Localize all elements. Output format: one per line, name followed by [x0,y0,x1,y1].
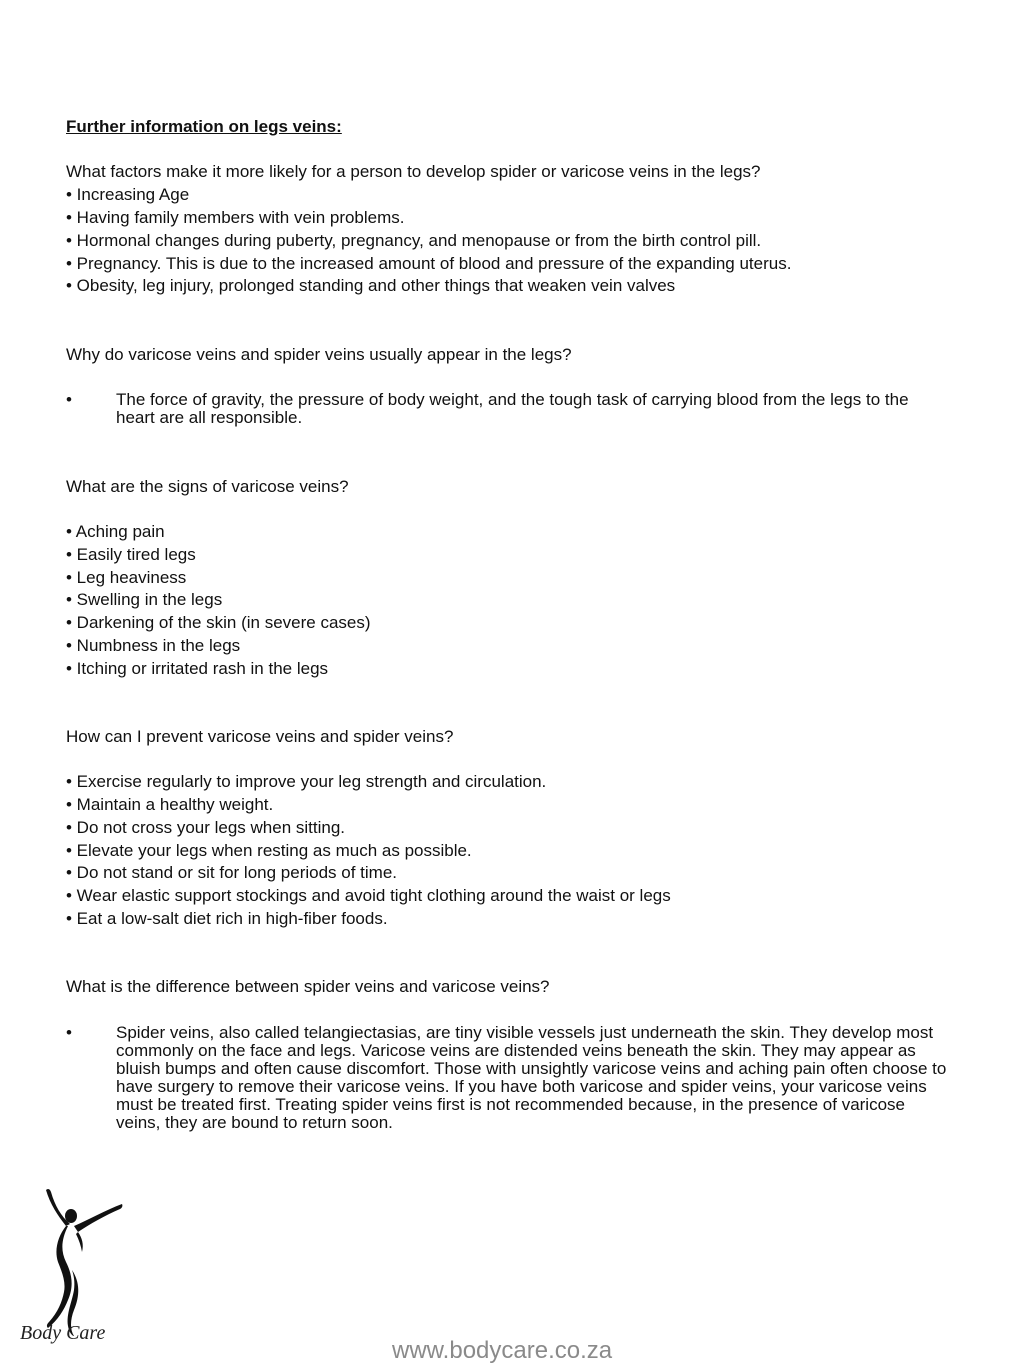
logo-text: Body Care [20,1322,106,1344]
list-item: • Wear elastic support stockings and avoid tight clothing around the waist or legs [66,886,671,905]
logo-torso [47,1226,72,1328]
list-item: • Obesity, leg injury, prolonged standing and other things that weaken vein valves [66,276,676,295]
list-item: • Do not cross your legs when sitting. [66,818,346,837]
list-item: • Aching pain [66,522,165,541]
website-link[interactable]: www.bodycare.co.za [392,1337,613,1364]
section5-question: What is the difference between spider veins and varicose veins? [66,977,550,996]
list-item: • Increasing Age [66,185,190,204]
section5-paragraph: Spider veins, also called telangiectasias, are tiny visible vessels just underneath the skin. They develop most commonly on the face and legs. Varicose veins are distended veins beneath the skin. They may appear as bluish bumps and often cause discomfort. Those with unsightly varicose veins and aching pain often choose to have surgery to remove their varicose veins. If you have both varicose and spider veins, your varicose veins must be treated first. Treating spider veins first is not recommended because, in the presence of varicose veins, they are bound to return soon. [116,1023,947,1132]
list-item: • Pregnancy. This is due to the increased amount of blood and pressure of the expanding uterus. [66,254,792,273]
bullet: • [66,1023,72,1042]
logo-right-arm [74,1204,122,1232]
list-item: • Darkening of the skin (in severe cases) [66,613,371,632]
list-item: • Itching or irritated rash in the legs [66,659,329,678]
page-title: Further information on legs veins: [66,117,342,136]
list-item: • Maintain a healthy weight. [66,795,274,814]
logo-accent [76,1232,83,1252]
section4-question: How can I prevent varicose veins and spider veins? [66,727,454,746]
list-item: • Hormonal changes during puberty, pregnancy, and menopause or from the birth control pill. [66,231,762,250]
section3-question: What are the signs of varicose veins? [66,477,349,496]
logo-head [65,1209,77,1223]
list-item: • Exercise regularly to improve your leg strength and circulation. [66,772,547,791]
list-item: • Easily tired legs [66,545,196,564]
list-item: • Do not stand or sit for long periods of time. [66,863,398,882]
bullet: • [66,390,72,409]
section2-paragraph: The force of gravity, the pressure of body weight, and the tough task of carrying blood from the legs to the heart are all responsible. [116,390,909,427]
section2-question: Why do varicose veins and spider veins usually appear in the legs? [66,345,572,364]
list-item: • Having family members with vein problems. [66,208,405,227]
list-item: • Eat a low-salt diet rich in high-fiber foods. [66,909,388,928]
list-item: • Elevate your legs when resting as much as possible. [66,841,472,860]
section1-question: What factors make it more likely for a person to develop spider or varicose veins in the legs? [66,162,761,181]
list-item: • Numbness in the legs [66,636,241,655]
list-item: • Leg heaviness [66,568,187,587]
list-item: • Swelling in the legs [66,590,223,609]
